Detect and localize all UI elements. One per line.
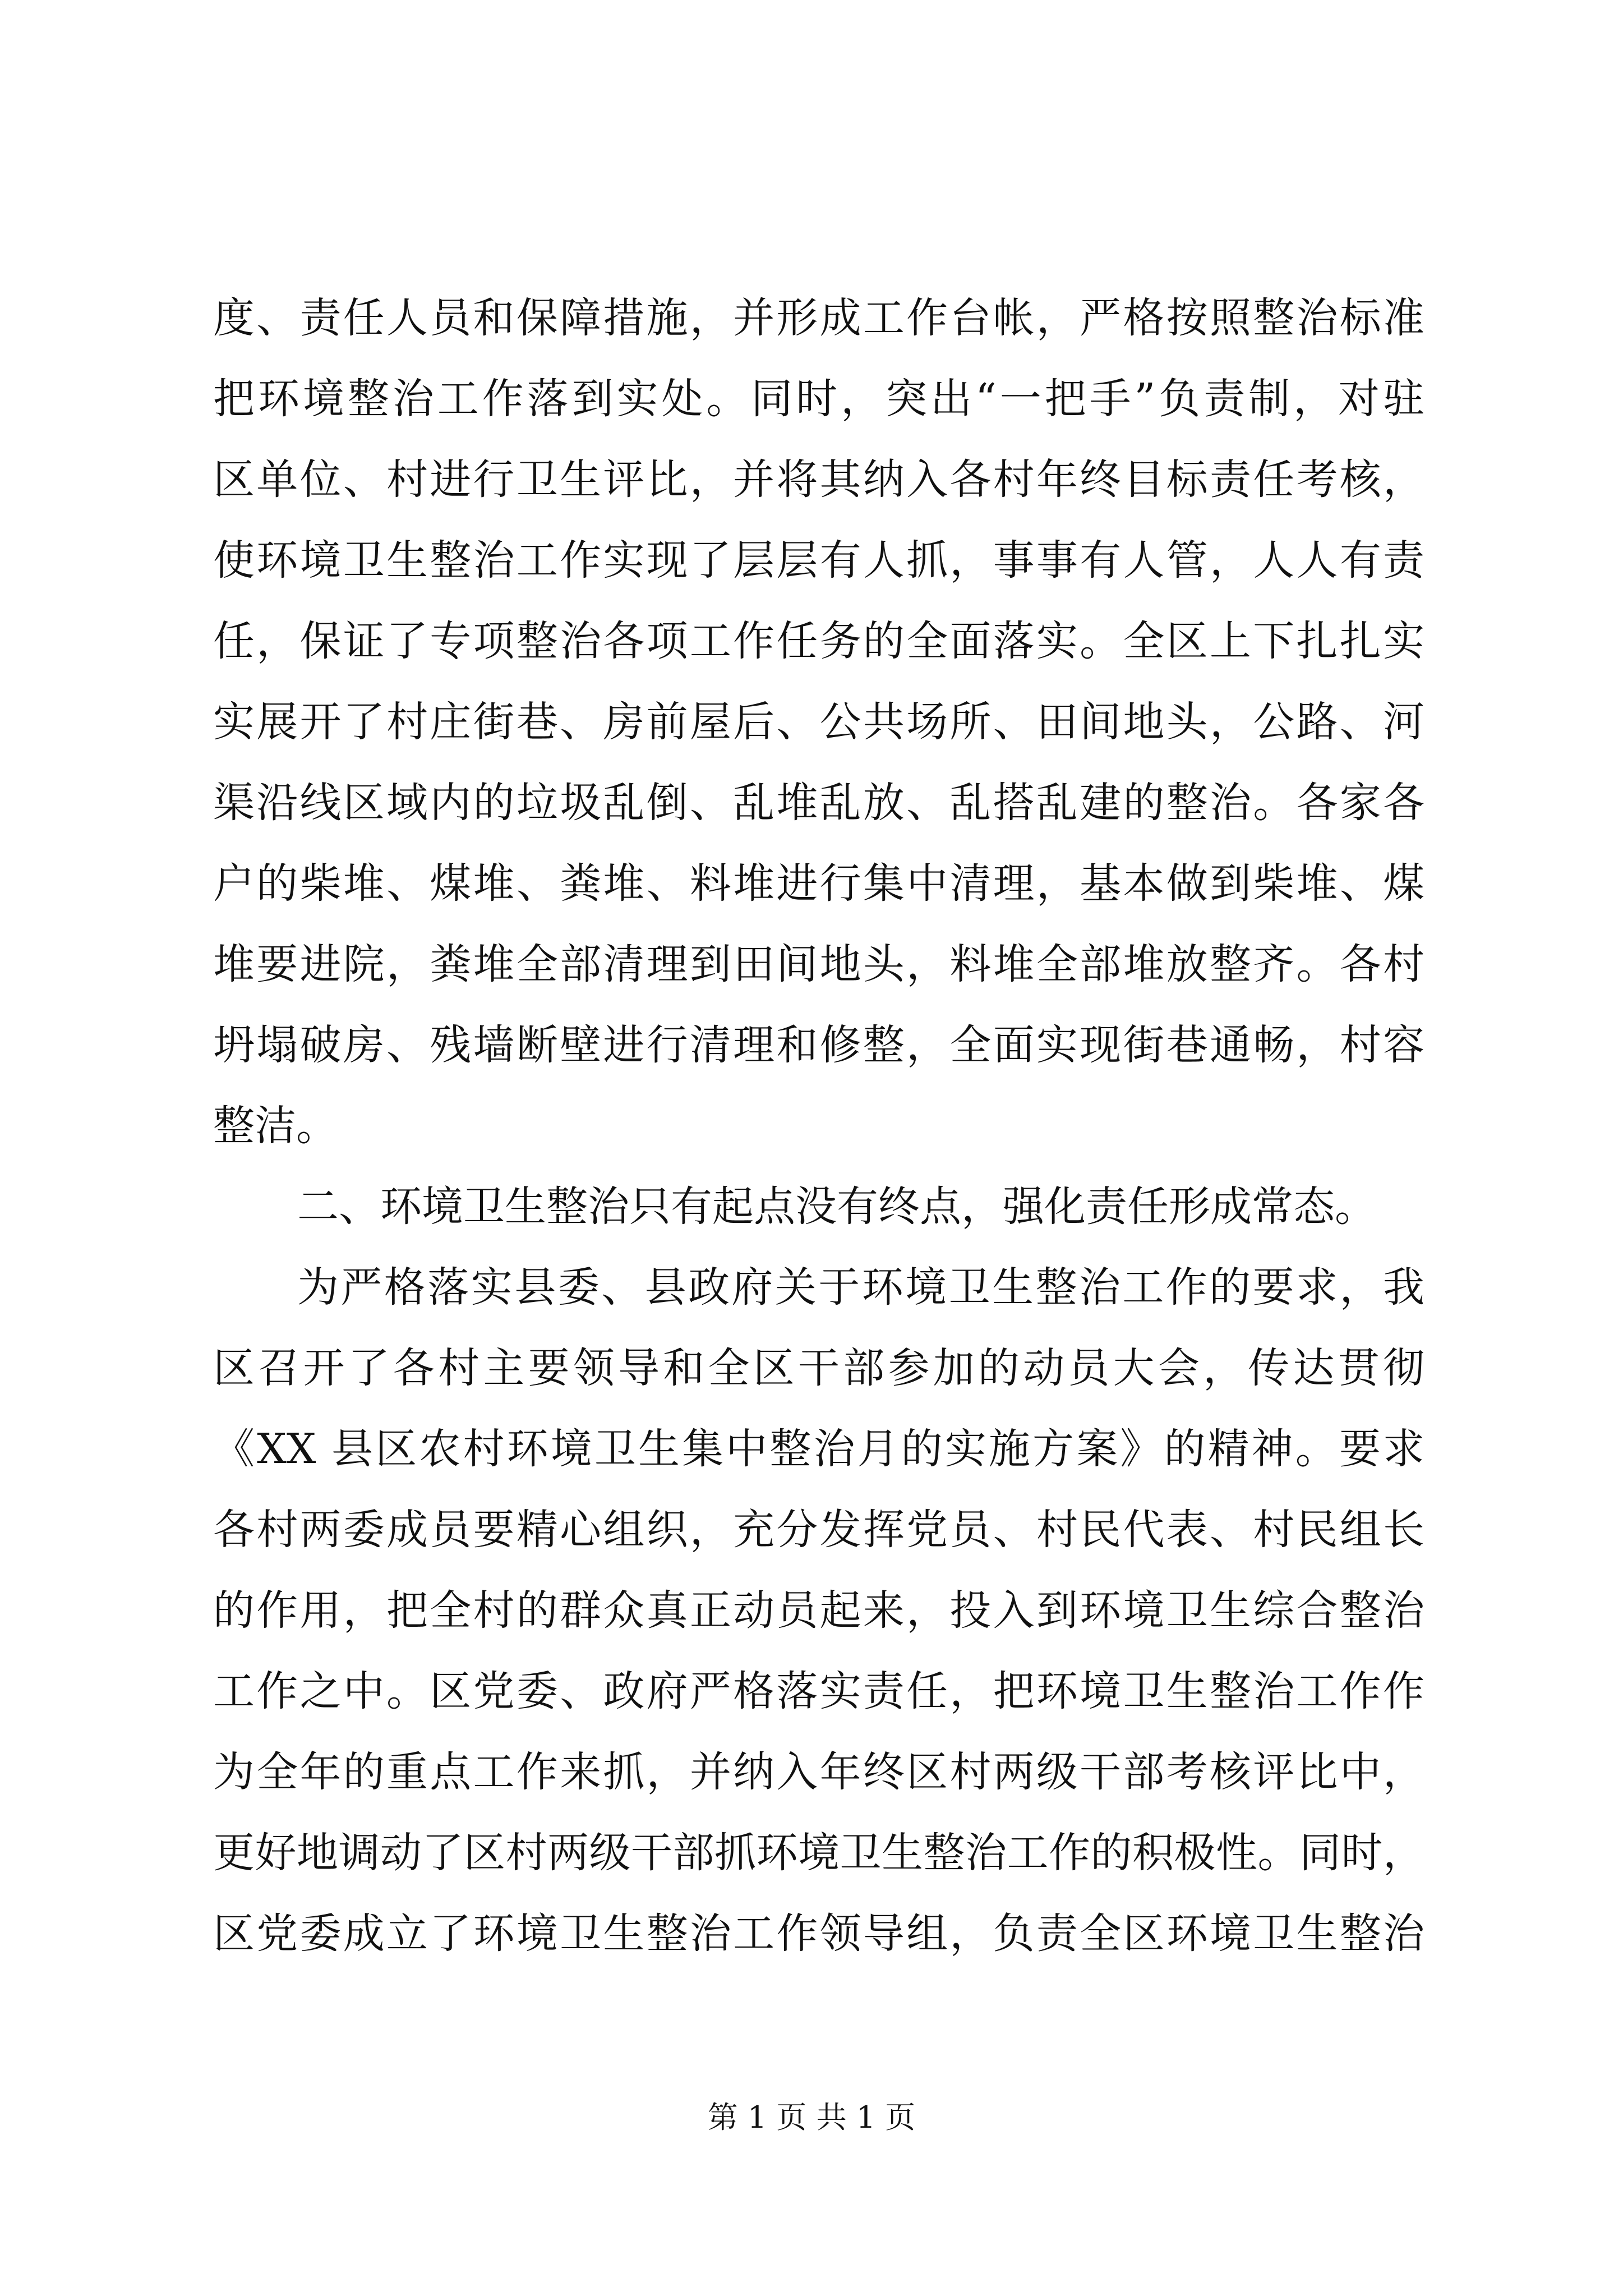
body-line: 实展开了村庄街巷、房前屋后、公共场所、田间地头，公路、河 xyxy=(213,698,1424,746)
body-line: 区单位、村进行卫生评比，并将其纳入各村年终目标责任考核， xyxy=(213,455,1424,504)
body-line: 区党委成立了环境卫生整治工作领导组，负责全区环境卫生整治 xyxy=(213,1910,1424,1958)
body-line: 的作用，把全村的群众真正动员起来，投入到环境卫生综合整治 xyxy=(213,1586,1424,1635)
body-line: 更好地调动了区村两级干部抓环境卫生整治工作的积极性。同时， xyxy=(213,1829,1424,1877)
body-line: 整洁。 xyxy=(213,1102,338,1150)
body-line: 户的柴堆、煤堆、粪堆、料堆进行集中清理，基本做到柴堆、煤 xyxy=(213,859,1424,908)
document-body xyxy=(213,278,1424,1974)
body-line: 任，保证了专项整治各项工作任务的全面落实。全区上下扎扎实 xyxy=(213,617,1424,665)
body-line: 各村两委成员要精心组织，充分发挥党员、村民代表、村民组长 xyxy=(213,1506,1424,1554)
body-line: 堆要进院，粪堆全部清理到田间地头，料堆全部堆放整齐。各村 xyxy=(213,940,1424,988)
page-footer: 第 1 页 共 1 页 xyxy=(707,2100,916,2135)
body-line: 工作之中。区党委、政府严格落实责任，把环境卫生整治工作作 xyxy=(213,1667,1424,1715)
body-line: 为严格落实县委、县政府关于环境卫生整治工作的要求，我 xyxy=(297,1263,1424,1312)
body-line: 把环境整治工作落到实处。同时，突出“一把手”负责制，对驻 xyxy=(213,375,1424,423)
body-line: 度、责任人员和保障措施，并形成工作台帐，严格按照整治标准 xyxy=(213,294,1424,342)
body-line: 区召开了各村主要领导和全区干部参加的动员大会，传达贯彻 xyxy=(213,1344,1424,1392)
section-heading: 二、环境卫生整治只有起点没有终点，强化责任形成常态。 xyxy=(297,1182,1376,1231)
body-line: 坍塌破房、残墙断壁进行清理和修整，全面实现街巷通畅，村容 xyxy=(213,1021,1424,1069)
body-line: 渠沿线区域内的垃圾乱倒、乱堆乱放、乱搭乱建的整治。各家各 xyxy=(213,779,1424,827)
body-line: 为全年的重点工作来抓，并纳入年终区村两级干部考核评比中， xyxy=(213,1748,1424,1796)
body-line: 使环境卫生整治工作实现了层层有人抓，事事有人管，人人有责 xyxy=(213,536,1424,585)
body-line: 《XX 县区农村环境卫生集中整治月的实施方案》的精神。要求 xyxy=(213,1425,1424,1473)
